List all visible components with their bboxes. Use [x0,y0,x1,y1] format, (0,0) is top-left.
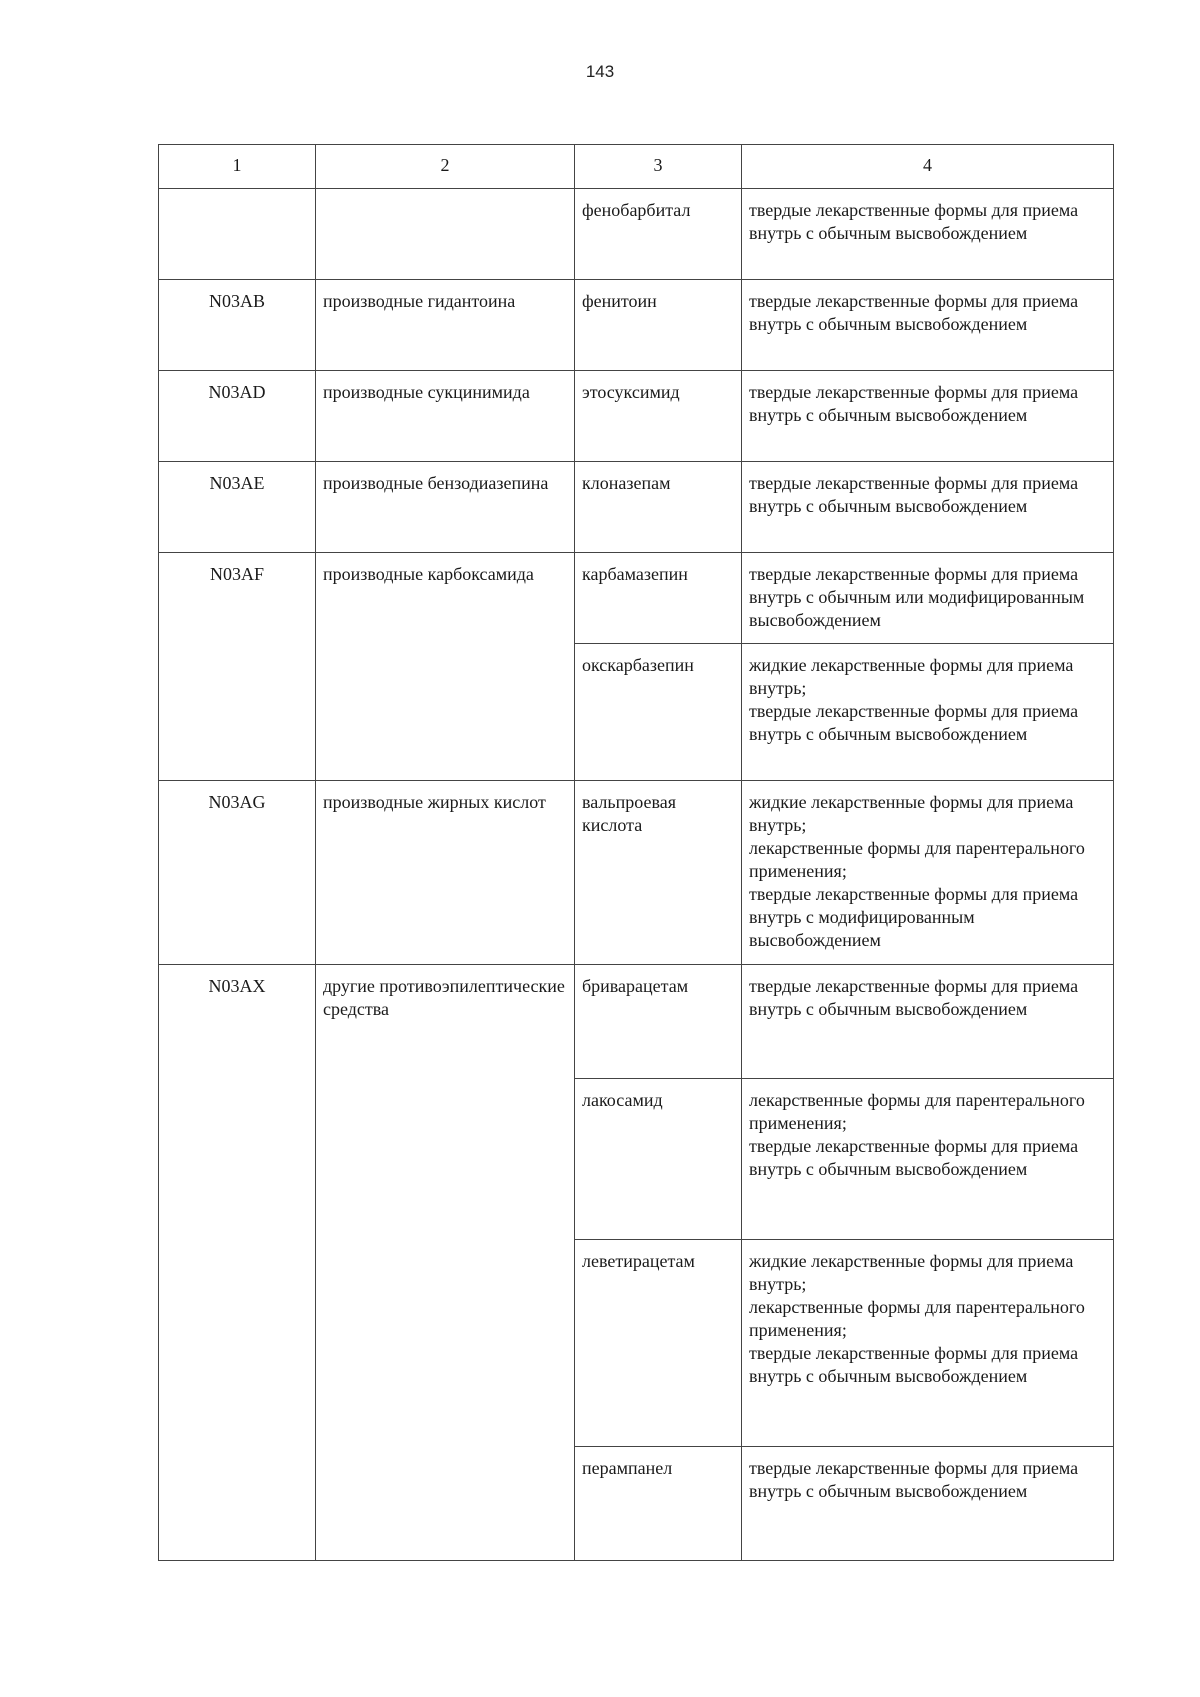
group-name-cell: производные карбоксамида [316,553,575,781]
atc-code-cell: N03AD [159,371,316,462]
drug-name-cell: фенобарбитал [575,189,742,280]
atc-code-cell [159,189,316,280]
dosage-form-line: твердые лекарственные формы для приема внутрь с обычным высвобождением [749,473,1079,516]
group-name-cell [316,189,575,280]
dosage-form-line: твердые лекарственные формы для приема внутрь с обычным высвобождением [749,291,1079,334]
column-header: 4 [742,145,1114,189]
dosage-form-line: лекарственные формы для парентерального применения; [749,1090,1085,1133]
atc-code-cell: N03AG [159,781,316,965]
dosage-form-line: твердые лекарственные формы для приема внутрь с обычным высвобождением [749,200,1079,243]
dosage-forms-cell [742,1240,1114,1447]
drug-name-cell: карбамазепин [575,553,742,644]
drug-name-cell: окскарбазепин [575,644,742,781]
dosage-form-line: лекарственные формы для парентерального применения; [749,838,1085,881]
group-name-cell: другие противоэпилептические средства [316,965,575,1561]
drug-name-cell: клоназепам [575,462,742,553]
drug-name-cell: бриварацетам [575,965,742,1079]
dosage-forms-cell [742,462,1114,553]
table-body [159,145,1114,1561]
dosage-forms-cell [742,280,1114,371]
table-row [159,965,1114,1079]
dosage-forms-cell [742,965,1114,1079]
dosage-form-line: жидкие лекарственные формы для приема внутрь; [749,1251,1074,1294]
atc-code-cell: N03AF [159,553,316,781]
dosage-form-line: жидкие лекарственные формы для приема внутрь; [749,655,1074,698]
dosage-form-line: твердые лекарственные формы для приема внутрь с обычным высвобождением [749,1136,1079,1179]
drug-name-cell: вальпроевая кислота [575,781,742,965]
atc-code-cell: N03AX [159,965,316,1561]
atc-code-cell: N03AE [159,462,316,553]
dosage-forms-cell [742,781,1114,965]
dosage-form-line: лекарственные формы для парентерального применения; [749,1297,1085,1340]
group-name-cell: производные жирных кислот [316,781,575,965]
dosage-forms-cell [742,1079,1114,1240]
dosage-forms-cell [742,1447,1114,1561]
column-header: 3 [575,145,742,189]
drug-name-cell: фенитоин [575,280,742,371]
dosage-forms-cell [742,189,1114,280]
drug-table [158,144,1114,1561]
dosage-form-line: твердые лекарственные формы для приема внутрь с обычным высвобождением [749,382,1079,425]
dosage-form-line: твердые лекарственные формы для приема внутрь с обычным высвобождением [749,701,1079,744]
drug-name-cell: этосуксимид [575,371,742,462]
dosage-forms-cell [742,553,1114,644]
drug-name-cell: лакосамид [575,1079,742,1240]
page-number: 143 [585,62,615,81]
dosage-form-line: твердые лекарственные формы для приема внутрь с обычным высвобождением [749,976,1079,1019]
column-header: 1 [159,145,316,189]
drug-name-cell: перампанел [575,1447,742,1561]
group-name-cell: производные бензодиазепина [316,462,575,553]
dosage-form-line: твердые лекарственные формы для приема внутрь с модифицированным высвобождением [749,884,1079,950]
dosage-form-line: твердые лекарственные формы для приема внутрь с обычным высвобождением [749,1458,1079,1501]
table-row [159,462,1114,553]
dosage-form-line: твердые лекарственные формы для приема внутрь с обычным высвобождением [749,1343,1079,1386]
table-header-row [159,145,1114,189]
table-row [159,553,1114,644]
table-row [159,189,1114,280]
dosage-forms-cell [742,371,1114,462]
column-header: 2 [316,145,575,189]
group-name-cell: производные гидантоина [316,280,575,371]
dosage-form-line: жидкие лекарственные формы для приема внутрь; [749,792,1074,835]
table-row [159,781,1114,965]
table-row [159,371,1114,462]
dosage-forms-cell [742,644,1114,781]
drug-name-cell: леветирацетам [575,1240,742,1447]
dosage-form-line: твердые лекарственные формы для приема внутрь с обычным или модифицированным высвобождением [749,564,1085,630]
group-name-cell: производные сукцинимида [316,371,575,462]
atc-code-cell: N03AB [159,280,316,371]
table-row [159,280,1114,371]
